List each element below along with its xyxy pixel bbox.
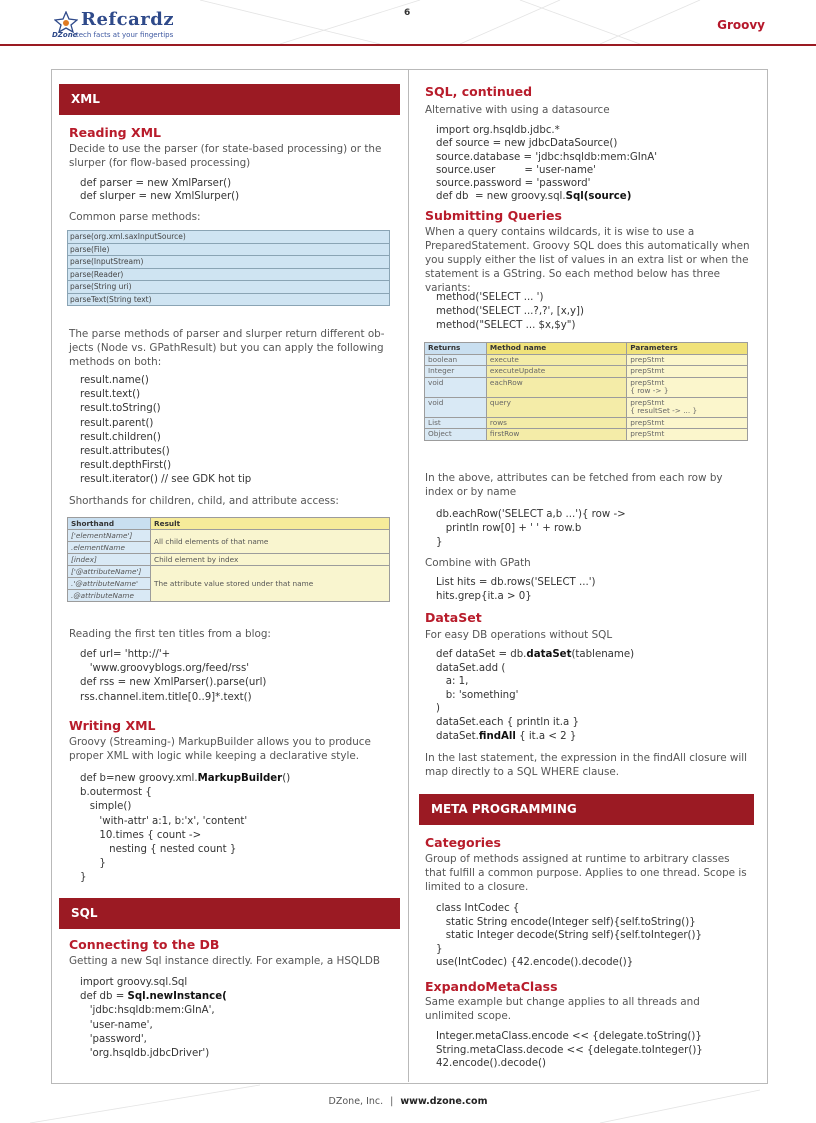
refcardz-logo-icon	[54, 11, 78, 33]
table-header-row: Returns Method name Parameters	[425, 343, 748, 355]
expando-code: Integer.metaClass.encode << {delegate.toString()} String.metaClass.decode << {delegate.toInteger()} 42.encode().decode()	[436, 1031, 703, 1070]
gpath-code: List hits = db.rows('SELECT ...') hits.grep{it.a > 0}	[436, 577, 596, 602]
sql-section-bar: SQL	[59, 898, 400, 929]
sql-instance-code: import groovy.sql.Sql def db = Sql.newInstance( 'jdbc:hsqldb:mem:GInA', 'user-name', 'password', 'org.hsqldb.jdbcDriver')	[80, 977, 227, 1060]
header-rule	[0, 44, 816, 46]
table-row: parse(File)	[68, 243, 390, 256]
findall-explanation: In the last statement, the expression in the findAll closure will map directly to a SQL WHERE clause.	[425, 752, 748, 778]
parse-methods-label: Common parse methods:	[69, 211, 201, 223]
table-row: Integer executeUpdate prepStmt	[425, 366, 748, 378]
blog-label: Reading the first ten titles from a blog:	[69, 628, 271, 640]
parser-code: def parser = new XmlParser() def slurper = new XmlSlurper()	[80, 178, 240, 203]
parse-desc: The parse methods of parser and slurper return different ob- jects (Node vs. GPathResult) but you can apply the following methods on both:	[69, 328, 385, 368]
table-row: parse(InputStream)	[68, 256, 390, 269]
footer-url-link[interactable]: www.dzone.com	[400, 1096, 488, 1107]
table-row: [index] Child element by index	[68, 554, 390, 566]
sql-methods-table	[424, 342, 748, 441]
gpath-label: Combine with GPath	[425, 557, 531, 569]
datasource-intro: Alternative with using a datasource	[425, 104, 610, 116]
expando-heading: ExpandoMetaClass	[425, 979, 558, 994]
method-variants-code: method('SELECT ... ') method('SELECT ...?,?', [x,y]) method("SELECT ... $x,$y")	[436, 292, 584, 331]
sql-continued-heading: SQL, continued	[425, 84, 533, 99]
fetch-attributes-text: In the above, attributes can be fetched from each row by index or by name	[425, 472, 723, 498]
table-row: void query prepStmt { resultSet -> ... }	[425, 397, 748, 417]
markup-builder-code: def b=new groovy.xml.MarkupBuilder() b.outermost { simple() 'with-attr' a:1, b:'x', 'content' 10.times { count -> nesting { nested count } } }	[80, 773, 291, 884]
table-row: Object firstRow prepStmt	[425, 429, 748, 441]
categories-intro: Group of methods assigned at runtime to arbitrary classes that fulfill a common purpose. Applies to one thread. Scope is limited to a closure.	[425, 853, 747, 893]
categories-code: class IntCodec { static String encode(Integer self){self.toString()} static Integer decode(String self){self.toInteger()} } use(IntCodec) {42.encode().decode()}	[436, 903, 702, 969]
table-row: .elementName	[68, 542, 390, 554]
footer-company: DZone, Inc.	[328, 1096, 384, 1107]
parse-methods-table	[67, 230, 390, 306]
connecting-heading: Connecting to the DB	[69, 937, 220, 952]
brand-tagline: tech facts at your fingertips	[76, 31, 174, 39]
brand-name: Refcardz	[81, 9, 175, 30]
page-header	[0, 0, 816, 46]
dataset-code: def dataSet = db.dataSet(tablename) dataSet.add ( a: 1, b: 'something' ) dataSet.each { println it.a } dataSet.findAll { it.a < 2 }	[436, 649, 635, 742]
xml-section-bar: XML	[59, 84, 400, 115]
table-row: parse(String uri)	[68, 281, 390, 294]
writing-xml-heading: Writing XML	[69, 718, 156, 733]
expando-intro: Same example but change applies to all threads and unlimited scope.	[425, 996, 700, 1022]
shorthand-table	[67, 517, 390, 602]
table-row: ['elementName'] All child elements of that name	[68, 530, 390, 542]
table-row: .'@attributeName'	[68, 578, 390, 590]
table-row: void eachRow prepStmt { row -> }	[425, 377, 748, 397]
table-row: ['@attributeName'] The attribute value stored under that name	[68, 566, 390, 578]
dataset-intro: For easy DB operations without SQL	[425, 629, 613, 641]
table-row: parse(Reader)	[68, 268, 390, 281]
categories-heading: Categories	[425, 835, 501, 850]
page-number: 6	[404, 8, 411, 18]
dataset-heading: DataSet	[425, 610, 482, 625]
submitting-queries-heading: Submitting Queries	[425, 208, 562, 223]
table-row: List rows prepStmt	[425, 417, 748, 429]
writing-xml-intro: Groovy (Streaming-) MarkupBuilder allows you to produce proper XML with logic while keeping a declarative style.	[69, 736, 371, 762]
topic-title: Groovy	[717, 18, 765, 32]
column-divider	[408, 70, 409, 1082]
table-header-row: Shorthand Result	[68, 518, 390, 530]
dzone-brand: DZone	[52, 31, 78, 39]
table-row: .@attributeName	[68, 590, 390, 602]
reading-xml-intro: Decide to use the parser (for state-based processing) or the slurper (for flow-based processing)	[69, 143, 382, 169]
connecting-intro: Getting a new Sql instance directly. For example, a HSQLDB	[69, 955, 381, 967]
result-methods-code: result.name() result.text() result.toString() result.parent() result.children() result.attributes() result.depthFirst() result.iterator() // see GDK hot tip	[80, 375, 252, 486]
shorthand-label: Shorthands for children, child, and attribute access:	[69, 495, 339, 507]
submitting-intro: When a query contains wildcards, it is wise to use a PreparedStatement. Groovy SQL does this automatically when you supply either the list of values in an extra list or when the statement is a GString. So each method below has three variants:	[425, 226, 750, 294]
table-row: boolean execute prepStmt	[425, 354, 748, 366]
meta-programming-bar: META PROGRAMMING	[419, 794, 754, 825]
datasource-code: import org.hsqldb.jdbc.* def source = new jdbcDataSource() source.database = 'jdbc:hsqldb:mem:GInA' source.user = 'user-name' source.password = 'password' def db = new groovy.sql.Sql(source)	[436, 125, 658, 203]
table-row: parseText(String text)	[68, 293, 390, 306]
reading-xml-heading: Reading XML	[69, 125, 162, 140]
each-row-code: db.eachRow('SELECT a,b ...'){ row -> println row[0] + ' ' + row.b }	[436, 509, 626, 548]
table-row: parse(org.xml.saxInputSource)	[68, 231, 390, 244]
footer-separator: |	[390, 1096, 394, 1107]
page-footer	[0, 1096, 816, 1107]
blog-code: def url= 'http://'+ 'www.groovyblogs.org/feed/rss' def rss = new XmlParser().parse(url) rss.channel.item.title[0..9]*.text()	[80, 649, 267, 703]
